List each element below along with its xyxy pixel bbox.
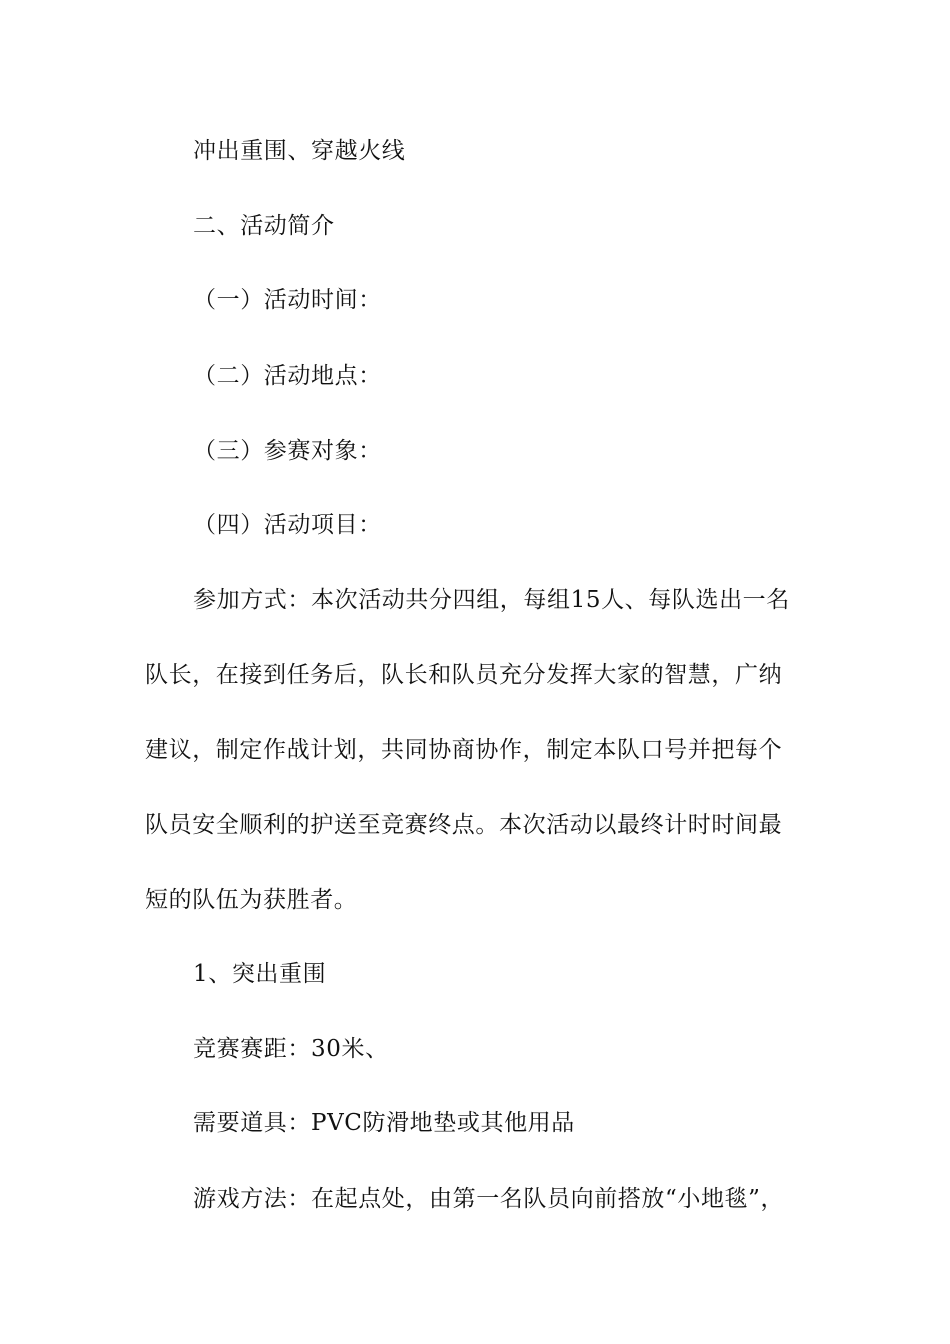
game-method: 游戏方法：在起点处，由第一名队员向前搭放“小地毯”， (193, 1186, 785, 1212)
heading-line-1: 冲出重围、穿越火线 (193, 138, 406, 164)
item-location: （二）活动地点： (193, 363, 382, 389)
section-heading: 二、活动简介 (193, 213, 335, 239)
item-participants: （三）参赛对象： (193, 438, 382, 464)
paragraph-line-3: 建议，制定作战计划，共同协商协作，制定本队口号并把每个 (145, 737, 783, 763)
item-time: （一）活动时间： (193, 287, 382, 313)
paragraph-line-4: 队员安全顺利的护送至竞赛终点。本次活动以最终计时时间最 (145, 812, 783, 838)
required-props: 需要道具：PVC防滑地垫或其他用品 (193, 1110, 575, 1136)
item-projects: （四）活动项目： (193, 512, 382, 538)
paragraph-line-5: 短的队伍为获胜者。 (145, 887, 358, 913)
race-distance: 竞赛赛距：30米、 (193, 1036, 389, 1062)
subsection-heading: 1、突出重围 (193, 961, 327, 987)
paragraph-line-1: 参加方式：本次活动共分四组，每组15人、每队选出一名 (193, 587, 790, 613)
paragraph-line-2: 队长，在接到任务后，队长和队员充分发挥大家的智慧，广纳 (145, 662, 783, 688)
